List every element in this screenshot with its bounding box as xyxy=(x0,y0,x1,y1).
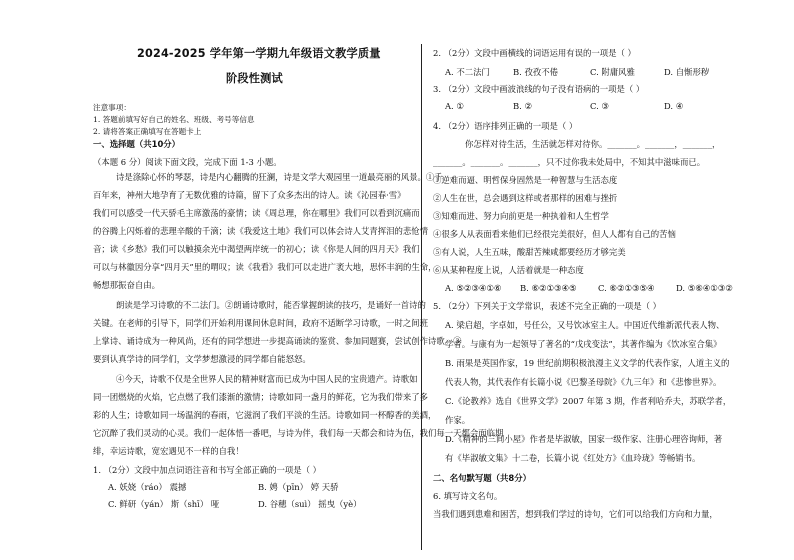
section1-heading: 一、选择题（共10分） xyxy=(93,139,181,149)
q2-option-b: B. 孜孜不倦 xyxy=(513,67,558,77)
passage-line-7: 畅想那振奋自由。 xyxy=(93,280,160,290)
passage3-line-1: ④今天，诗歌不仅是全世界人民的精神财富而已成为中国人民的宝贵遗产。诗歌如 xyxy=(116,374,418,384)
q4-stem: 4. （2分）语序排列正确的一项是（ ） xyxy=(433,121,578,131)
q5-stem: 5. （2分）下列关于文学常识，表述不完全正确的一项是（ ） xyxy=(433,301,662,311)
q4-item-4: ④很多人从表面看来他们已经很完美很好，但人人都有自己的苦恼 xyxy=(433,229,676,239)
q2-option-d: D. 自惭形秽 xyxy=(664,67,710,77)
q2-option-a: A. 不二法门 xyxy=(445,67,490,77)
passage2-line-3: 上掌诗、诵诗成为一种风尚，还有的同学想进一步提高诵读的鉴赏、参加同题赛，尝试创作诗歌。③ xyxy=(93,336,462,346)
q4-line-1: 你怎样对待生活，生活就怎样对待你。_______。_______，_______， xyxy=(465,139,721,149)
q5-line-3: B. 雨果是英国作家，19 世纪前期积极浪漫主义文学的代表作家，人道主义的 xyxy=(445,358,730,368)
q2-stem: 2. （2分）文段中画横线的词语运用有误的一项是（ ） xyxy=(433,48,636,58)
passage-line-1: 诗是涤除心怀的琴瑟，诗是内心翻腾的狂澜，诗是文学大观园里一道最亮丽的风景。①千 xyxy=(116,172,443,182)
passage-line-4: 的谷腾上闪烁着的悲理辛酸的千滴；读《我爱这土地》我们可以体会诗人艾青挥泪的悲怆情 xyxy=(93,226,428,236)
q5-line-2: 学者。与康有为一起领导了著名的“戊戌变法”，其著作编为《饮冰室合集》 xyxy=(445,339,722,349)
q5-line-4: 代表人物，其代表作有长篇小说《巴黎圣母院》《九三年》和《悲惨世界》。 xyxy=(445,377,722,387)
passage-line-5: 音；读《乡愁》我们可以触摸余光中渴望两岸统一的初心；读《你是人间的四月天》我们 xyxy=(93,244,420,254)
exam-title-line1: 2024-2025 学年第一学期九年级语文教学质量 xyxy=(137,47,381,60)
q4-option-a: A. ⑤②③④①⑥ xyxy=(445,283,502,293)
q3-stem: 3. （2分）文段中画波浪线的句子没有语病的一项是（ ） xyxy=(433,84,645,94)
passage3-line-2: 同一团燃烧的火焰，它点燃了我们漆渐的激情；诗歌如同一盏月的鲜花，它为我们带来了多 xyxy=(93,392,428,402)
passage2-line-4: 要到认真学诗的同学们，文学梦想激浸的同学都自能怒怒。 xyxy=(93,354,311,364)
q5-line-8: 有《毕淑敏文集》十二卷，长篇小说《红处方》《血玲珑》等畅销书。 xyxy=(445,453,701,463)
q4-option-c: C. ⑥②①③⑤④ xyxy=(598,283,655,293)
q1-option-d: D. 谷穗（suì） 摇曳（yè） xyxy=(258,499,362,509)
q6-text: 当我们遇到患难和困苦，想到我们学过的诗句，它们可以给我们方向和力量， xyxy=(433,509,718,519)
q4-option-d: D. ⑤⑥④①③② xyxy=(676,283,733,293)
q3-option-b: B. ② xyxy=(513,101,532,111)
q4-item-3: ③知难而进、努力向前更是一种执着和人生哲学 xyxy=(433,211,609,221)
passage-line-3: 我们可以感受一代天骄毛主席激荡的豪情；读《周总理，你在哪里》我们可以看到沉痛而 xyxy=(93,208,420,218)
passage2-line-2: 关键。在老师的引导下，同学们开始利用课间休息时间，政府不适断学习诗歌，一时之间班 xyxy=(93,318,428,328)
q1-option-a: A. 妖娆（ráo） 震撼 xyxy=(108,482,187,492)
q1-stem: 1. （2分）文段中加点词语注音和书写全部正确的一项是（ ） xyxy=(93,465,322,475)
q4-item-1: ①逆难而逼、明哲保身固然是一种智慧与生活态度 xyxy=(433,175,618,185)
passage-line-2: 百年来，神州大地孕育了无数优雅的诗篇，留下了众多杰出的诗人。读《沁园春·雪》 xyxy=(93,190,406,200)
notes-heading: 注意事项： xyxy=(93,103,131,112)
q4-item-6: ⑥从某种程度上说，人活着就是一种态度 xyxy=(433,265,584,275)
passage3-line-4: 它沉醉了我们灵动的心灵。我们一起体悟一番吧，与诗为伴，我们每一天都会和诗为伍，我们每一天都会面临期 xyxy=(93,428,504,438)
q1-option-c: C. 鲜研（yán） 斯（shī） 哑 xyxy=(108,499,220,509)
q4-line-2: _______。_______。_______，只不过你我未处局中，不知其中滋味而已。 xyxy=(433,157,706,167)
q5-line-1: A. 梁启超，字卓如，号任公，又号饮冰室主人。中国近代维新派代表人物、 xyxy=(445,320,725,330)
q4-option-b: B. ⑥②①③④⑤ xyxy=(520,283,577,293)
q2-option-c: C. 附庸风雅 xyxy=(590,67,635,77)
passage3-line-3: 彩的人生；诗歌如同一场温润的春雨，它滋润了我们平淡的生活。诗歌如同一杯醇香的美酒， xyxy=(93,410,437,420)
q1-option-b: B. 娉（pīn） 婷 天骄 xyxy=(258,482,339,492)
q5-line-5: C.《论教养》选自《世界文学》2007 年第 3 期，作者利哈乔夫，苏联学者， xyxy=(445,396,732,406)
section1-intro: （本题 6 分）阅读下面文段，完成下面 1-3 小题。 xyxy=(93,157,282,167)
exam-title-line2: 阶段性测试 xyxy=(226,72,283,85)
q3-option-a: A. ① xyxy=(445,101,464,111)
section2-heading: 二、名句默写题（共8分） xyxy=(433,473,531,483)
q3-option-c: C. ③ xyxy=(590,101,609,111)
q5-line-6: 作家。 xyxy=(445,415,471,425)
passage2-line-1: 朗读是学习诗歌的不二法门。②朗诵诗歌时，能否掌握朗读的技巧，是诵好一首诗的 xyxy=(116,300,426,310)
q4-item-2: ②人生在世，总会遇到这样或者那样的困难与挫折 xyxy=(433,193,618,203)
q3-option-d: D. ④ xyxy=(664,101,684,111)
passage3-line-5: 绯，幸运诗歌，宽宏遇见不一样的自我！ xyxy=(93,446,244,456)
passage-line-6: 可以与林徽因分享“四月天”里的喟叹；读《我看》我们可以走进广袤大地，思怀丰润的生命， xyxy=(93,262,437,272)
q5-line-7: D.《精神的三间小屋》作者是毕淑敏，国家一级作家、注册心理咨询师，著 xyxy=(445,434,723,444)
notes-item-1: 1. 答题前填写好自己的姓名、班级、考号等信息 xyxy=(93,115,255,124)
q6-stem: 6. 填写诗文名句。 xyxy=(433,491,503,501)
q4-item-5: ⑤有人说，人生五味，酸甜苦辣咸都要经历才够完美 xyxy=(433,247,626,257)
notes-item-2: 2. 请将答案正确填写在答题卡上 xyxy=(93,127,202,136)
